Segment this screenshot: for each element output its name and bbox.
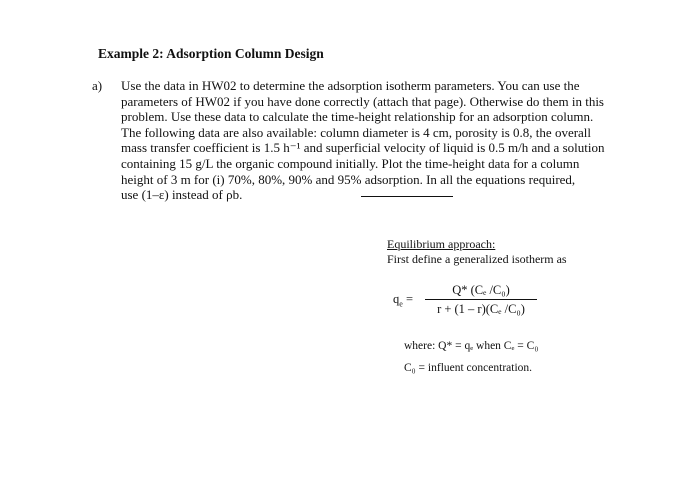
- paragraph-line: use (1–ε) instead of ρb.: [121, 187, 243, 203]
- paragraph-line: The following data are also available: column diameter is 4 cm, porosity is 0.8, the overall: [121, 124, 592, 140]
- formula-lhs: $q_e$ =: [393, 292, 413, 309]
- problem-paragraph: [121, 78, 641, 203]
- influent-line: C₀ = influent concentration.: [404, 362, 533, 374]
- equilibrium-subheading: First define a generalized isotherm as: [387, 252, 567, 266]
- horizontal-divider: [361, 196, 453, 197]
- equilibrium-heading: Equilibrium approach:: [387, 237, 496, 251]
- fraction-bar: [425, 299, 537, 300]
- paragraph-line: containing 15 g/L the organic compound initially. Plot the time-height data for a column: [121, 155, 580, 171]
- example-title: Example 2: Adsorption Column Design: [98, 46, 324, 61]
- formula-numerator: Q* (Cₑ /C₀): [452, 283, 510, 297]
- paragraph-line: parameters of HW02 if you have done correctly (attach that page). Otherwise do them in this: [121, 93, 604, 109]
- formula-denominator: r + (1 – r)(Cₑ /C₀): [437, 302, 525, 316]
- formula-lhs-symbol: q: [393, 292, 400, 306]
- formula-fraction: [425, 283, 537, 316]
- paragraph-line: Use the data in HW02 to determine the adsorption isotherm parameters. You can use the: [121, 78, 580, 93]
- paragraph-line: height of 3 m for (i) 70%, 80%, 90% and 95% adsorption. In all the equations required,: [121, 171, 576, 187]
- item-label: a): [92, 78, 103, 93]
- where-line: where: Q* = qₑ when Cₑ = C₀: [404, 340, 539, 352]
- paragraph-line: problem. Use these data to calculate the time-height relationship for an adsorption column.: [121, 109, 594, 125]
- formula-lhs-subscript: e: [399, 299, 403, 309]
- paragraph-line: mass transfer coefficient is 1.5 h⁻¹ and superficial velocity of liquid is 0.5 m/h and a solution: [121, 140, 605, 156]
